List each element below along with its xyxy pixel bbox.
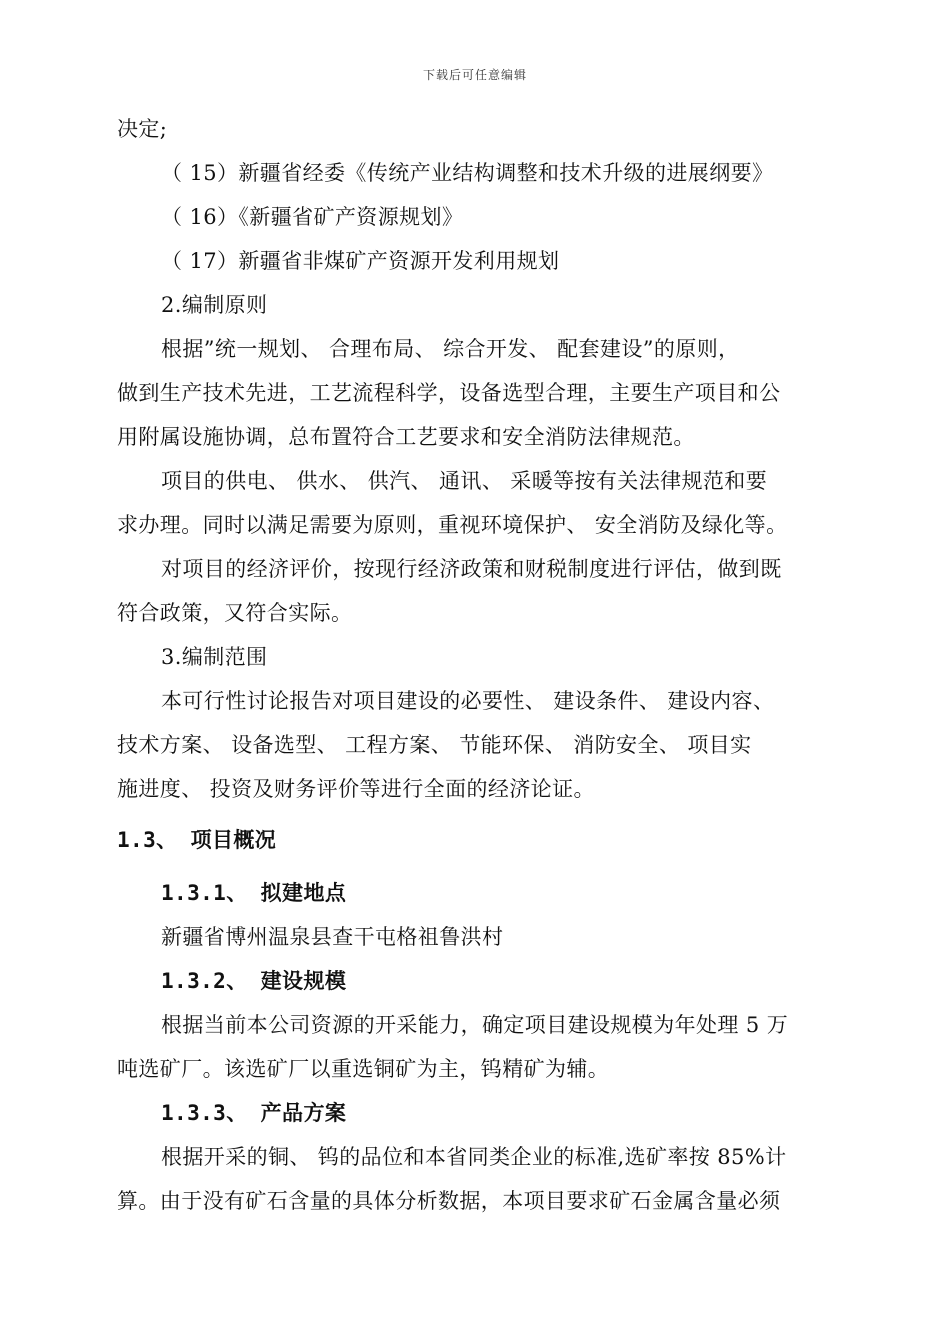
chapter-heading: 1.3、 项目概况 (117, 828, 277, 852)
paragraph-line: 做到生产技术先进，工艺流程科学，设备选型合理，主要生产项目和公 (117, 381, 781, 405)
paragraph-line: 吨选矿厂。该选矿厂以重选铜矿为主，钨精矿为辅。 (117, 1057, 610, 1081)
paragraph-line: 根据开采的铜、 钨的品位和本省同类企业的标准,选矿率按 85%计 (161, 1145, 787, 1169)
paragraph-line: 新疆省博州温泉县查干屯格祖鲁洪村 (161, 925, 504, 949)
paragraph-line: 技术方案、 设备选型、 工程方案、 节能环保、 消防安全、 项目实 (117, 733, 752, 757)
paragraph-line: 求办理。同时以满足需要为原则，重视环境保护、 安全消防及绿化等。 (117, 513, 788, 537)
paragraph-line: 算。由于没有矿石含量的具体分析数据，本项目要求矿石金属含量必须 (117, 1189, 781, 1213)
subsection-heading: 1.3.1、 拟建地点 (161, 881, 347, 905)
paragraph-line: 用附属设施协调，总布置符合工艺要求和安全消防法律规范。 (117, 425, 695, 449)
subsection-heading: 1.3.3、 产品方案 (161, 1101, 347, 1125)
section-heading: 2.编制原则 (161, 293, 268, 317)
paragraph-line: 根据当前本公司资源的开采能力，确定项目建设规模为年处理 5 万 (161, 1013, 789, 1037)
header-note: 下载后可任意编辑 (422, 68, 527, 82)
section-heading: 3.编制范围 (161, 645, 268, 669)
paragraph-line: 项目的供电、 供水、 供汽、 通讯、 采暖等按有关法律规范和要 (161, 469, 768, 493)
paragraph-line: 本可行性讨论报告对项目建设的必要性、 建设条件、 建设内容、 (161, 689, 775, 713)
reference-item: （ 16）《新疆省矿产资源规划》 (161, 205, 464, 229)
paragraph-line: 符合政策，又符合实际。 (117, 601, 353, 625)
subsection-heading: 1.3.2、 建设规模 (161, 969, 347, 993)
reference-item: （ 17）新疆省非煤矿产资源开发利用规划 (161, 249, 560, 273)
paragraph-line: 施进度、 投资及财务评价等进行全面的经济论证。 (117, 777, 595, 801)
paragraph-line: 决定; (117, 117, 168, 141)
paragraph-line: 根据”统一规划、 合理布局、 综合开发、 配套建设”的原则， (161, 337, 740, 361)
reference-item: （ 15）新疆省经委《传统产业结构调整和技术升级的进展纲要》 (161, 161, 774, 185)
paragraph-line: 对项目的经济评价，按现行经济政策和财税制度进行评估，做到既 (161, 557, 782, 581)
